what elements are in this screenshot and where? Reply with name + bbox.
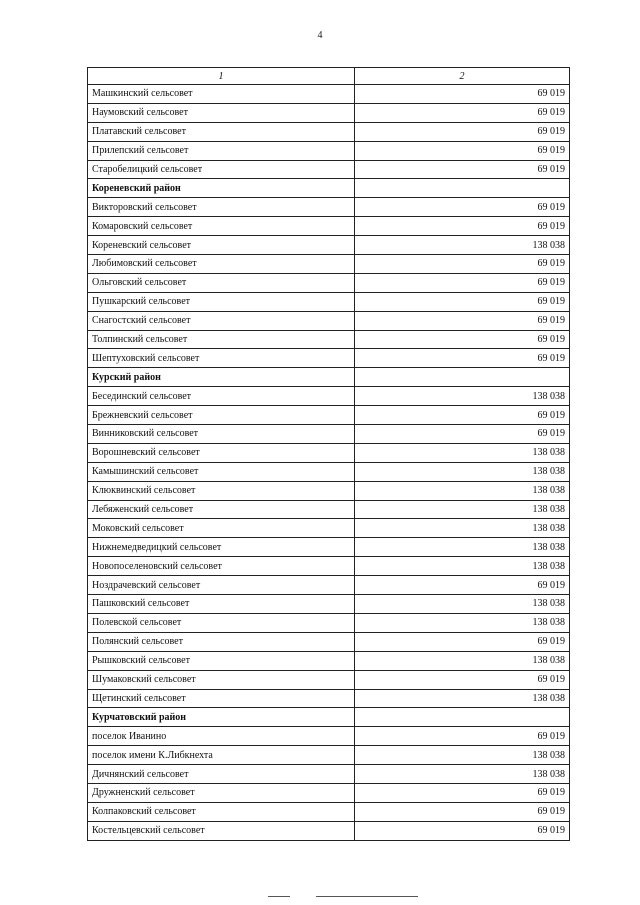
settlement-name: Колпаковский сельсовет (88, 802, 355, 821)
amount-value: 69 019 (355, 160, 570, 179)
settlement-name: Камышинский сельсовет (88, 462, 355, 481)
settlement-name: Винниковский сельсовет (88, 425, 355, 444)
settlement-name: Пашковский сельсовет (88, 595, 355, 614)
table-body (88, 85, 570, 841)
settlement-name: Бесединский сельсовет (88, 387, 355, 406)
settlement-name: Любимовский сельсовет (88, 255, 355, 274)
table-row (88, 613, 570, 632)
amount-value: 69 019 (355, 330, 570, 349)
table-row (88, 103, 570, 122)
amount-value: 138 038 (355, 765, 570, 784)
district-row (88, 368, 570, 387)
settlement-name: Моковский сельсовет (88, 519, 355, 538)
amount-value: 138 038 (355, 500, 570, 519)
table-row (88, 273, 570, 292)
amount-value: 69 019 (355, 632, 570, 651)
table-row (88, 141, 570, 160)
settlement-name: Дичнянский сельсовет (88, 765, 355, 784)
table-row (88, 500, 570, 519)
amount-value: 69 019 (355, 141, 570, 160)
table-row (88, 595, 570, 614)
footer-scan-marks (268, 896, 418, 898)
settlement-name: Шептуховский сельсовет (88, 349, 355, 368)
table-row (88, 406, 570, 425)
amount-value: 138 038 (355, 557, 570, 576)
amount-value: 138 038 (355, 387, 570, 406)
amount-value: 69 019 (355, 349, 570, 368)
amount-value: 69 019 (355, 576, 570, 595)
district-name: Курский район (88, 368, 355, 387)
settlement-name: Ворошневский сельсовет (88, 443, 355, 462)
amount-value: 69 019 (355, 406, 570, 425)
amount-value: 138 038 (355, 746, 570, 765)
settlement-name: Пушкарский сельсовет (88, 292, 355, 311)
settlement-name: Нижнемедведицкий сельсовет (88, 538, 355, 557)
amount-value: 138 038 (355, 481, 570, 500)
table-row (88, 481, 570, 500)
amount-value (355, 179, 570, 198)
table-row (88, 425, 570, 444)
district-row (88, 708, 570, 727)
settlement-name: Прилепский сельсовет (88, 141, 355, 160)
table-row (88, 122, 570, 141)
allocation-table (87, 67, 570, 841)
table-row (88, 255, 570, 274)
settlement-name: Брежневский сельсовет (88, 406, 355, 425)
settlement-name: Новопоселеновский сельсовет (88, 557, 355, 576)
amount-value: 69 019 (355, 198, 570, 217)
amount-value: 69 019 (355, 292, 570, 311)
settlement-name: Шумаковский сельсовет (88, 670, 355, 689)
table-row (88, 292, 570, 311)
amount-value (355, 708, 570, 727)
settlement-name: Клюквинский сельсовет (88, 481, 355, 500)
table-row (88, 443, 570, 462)
table-row (88, 651, 570, 670)
settlement-name: поселок имени К.Либкнехта (88, 746, 355, 765)
amount-value: 69 019 (355, 103, 570, 122)
settlement-name: Щетинский сельсовет (88, 689, 355, 708)
settlement-name: Дружненский сельсовет (88, 783, 355, 802)
settlement-name: Ноздрачевский сельсовет (88, 576, 355, 595)
table-row (88, 689, 570, 708)
table-row (88, 349, 570, 368)
table-row (88, 783, 570, 802)
table-row (88, 198, 570, 217)
amount-value: 69 019 (355, 425, 570, 444)
table-row (88, 576, 570, 595)
table-row (88, 519, 570, 538)
settlement-name: Викторовский сельсовет (88, 198, 355, 217)
amount-value: 69 019 (355, 273, 570, 292)
table-row (88, 557, 570, 576)
amount-value: 138 038 (355, 595, 570, 614)
district-name: Кореневский район (88, 179, 355, 198)
table-row (88, 632, 570, 651)
amount-value: 69 019 (355, 783, 570, 802)
column-header-1: 1 (88, 68, 355, 85)
amount-value: 69 019 (355, 255, 570, 274)
settlement-name: Полянский сельсовет (88, 632, 355, 651)
table-row (88, 821, 570, 840)
table-row (88, 462, 570, 481)
table-row (88, 330, 570, 349)
settlement-name: Машкинский сельсовет (88, 85, 355, 104)
amount-value: 69 019 (355, 217, 570, 236)
settlement-name: Костельцевский сельсовет (88, 821, 355, 840)
amount-value: 138 038 (355, 651, 570, 670)
district-row (88, 179, 570, 198)
settlement-name: Платавский сельсовет (88, 122, 355, 141)
amount-value: 138 038 (355, 613, 570, 632)
settlement-name: Старобелицкий сельсовет (88, 160, 355, 179)
table-row (88, 802, 570, 821)
table-row (88, 765, 570, 784)
settlement-name: Лебяженский сельсовет (88, 500, 355, 519)
amount-value: 69 019 (355, 821, 570, 840)
table-row (88, 236, 570, 255)
amount-value: 69 019 (355, 727, 570, 746)
settlement-name: Кореневский сельсовет (88, 236, 355, 255)
settlement-name: Наумовский сельсовет (88, 103, 355, 122)
settlement-name: Ольговский сельсовет (88, 273, 355, 292)
table-row (88, 746, 570, 765)
amount-value: 69 019 (355, 802, 570, 821)
amount-value: 138 038 (355, 443, 570, 462)
amount-value (355, 368, 570, 387)
column-header-2: 2 (355, 68, 570, 85)
settlement-name: Комаровский сельсовет (88, 217, 355, 236)
table-row (88, 538, 570, 557)
amount-value: 138 038 (355, 519, 570, 538)
table-row (88, 160, 570, 179)
table-row (88, 311, 570, 330)
table-row (88, 217, 570, 236)
settlement-name: Рышковский сельсовет (88, 651, 355, 670)
amount-value: 138 038 (355, 462, 570, 481)
amount-value: 69 019 (355, 311, 570, 330)
table-row (88, 387, 570, 406)
table-row (88, 85, 570, 104)
settlement-name: Толпинский сельсовет (88, 330, 355, 349)
table-row (88, 670, 570, 689)
page-number: 4 (317, 30, 323, 41)
district-name: Курчатовский район (88, 708, 355, 727)
amount-value: 69 019 (355, 85, 570, 104)
amount-value: 138 038 (355, 689, 570, 708)
amount-value: 69 019 (355, 670, 570, 689)
amount-value: 69 019 (355, 122, 570, 141)
settlement-name: поселок Иванино (88, 727, 355, 746)
table-header-row (88, 68, 570, 85)
amount-value: 138 038 (355, 538, 570, 557)
amount-value: 138 038 (355, 236, 570, 255)
settlement-name: Снагостский сельсовет (88, 311, 355, 330)
table-row (88, 727, 570, 746)
settlement-name: Полевской сельсовет (88, 613, 355, 632)
